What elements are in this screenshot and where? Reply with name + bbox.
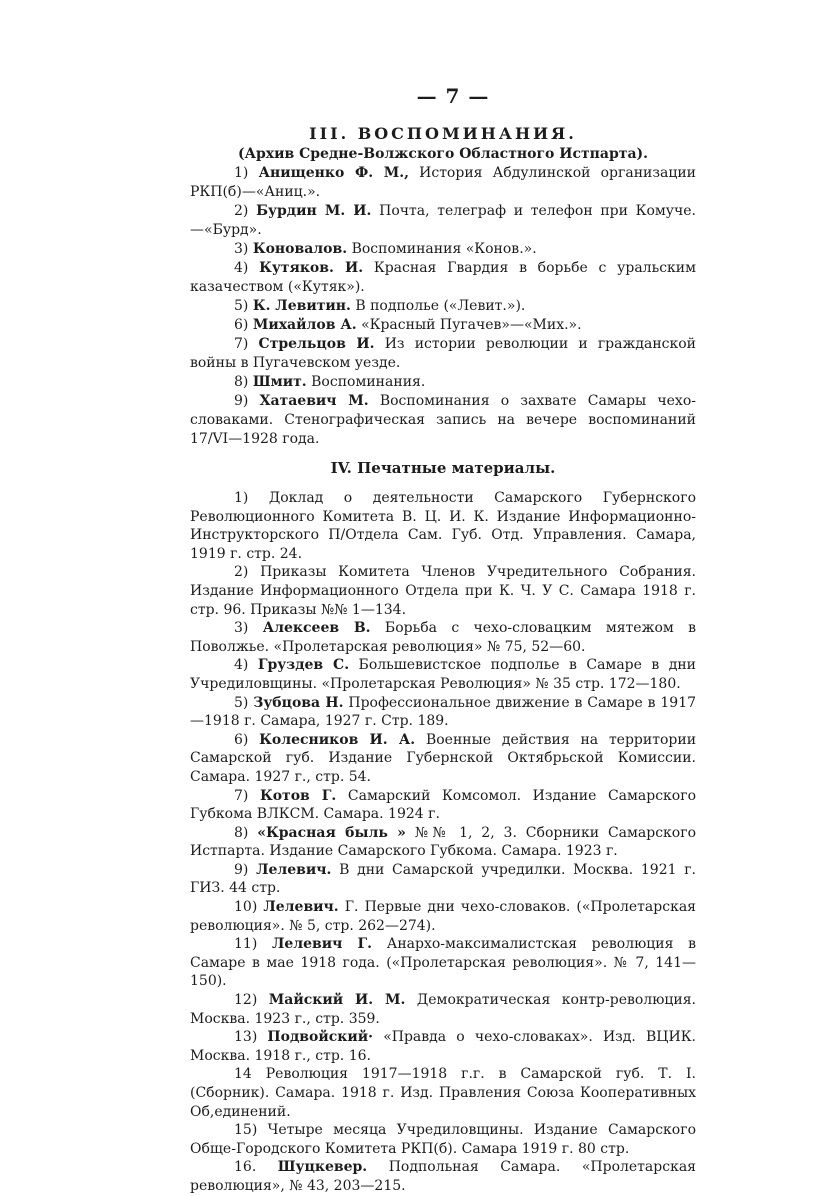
bibliography-entry [190, 297, 696, 316]
entry-text: Военные действия на территории Самарской губ. Издание Губернской Октябрьской Комиссии. Самара. 1927 г., стр. 54. [190, 731, 697, 785]
entry-text: Анархо-максималистская революция в Самаре в мае 1918 года. («Пролетарская революция». № 7, 141—150). [190, 936, 697, 990]
entry-number: 7) [234, 787, 249, 804]
entry-text: №№ 1, 2, 3. Сборники Самарского Истпарта. Издание Самарского Губкома. Самара. 1923 г. [190, 824, 696, 860]
bibliography-entry [190, 694, 696, 731]
entry-number: 8) [234, 824, 249, 841]
bibliography-entry [190, 935, 696, 991]
bibliography-entry [190, 240, 696, 259]
bibliography-entry [190, 898, 696, 935]
entry-text: Воспоминания о захвате Самары чехо-словаками. Стенографическая запись на вечере воспоминаний 17/VI—1928 года. [190, 393, 696, 447]
entry-number: 15) [234, 1122, 258, 1139]
entry-number: 2) [234, 564, 249, 581]
section-4-title: IV. Печатные материалы. [330, 459, 556, 477]
entry-author: Кутяков. И. [259, 260, 364, 276]
entry-number: 4) [234, 260, 249, 276]
entry-text: Профессиональное движение в Самаре в 1917—1918 г. Самара, 1927 г. Стр. 189. [190, 694, 697, 730]
entry-text: Большевистское подполье в Самаре в дни Учредиловщины. «Пролетарская Революция» № 35 стр. 172—180. [190, 657, 696, 692]
bibliography-entry [190, 1028, 696, 1065]
entry-author: Котов Г. [259, 787, 337, 804]
bibliography-entry [190, 1121, 696, 1158]
document-page [190, 84, 696, 1196]
bibliography-entry [190, 373, 696, 392]
entry-number: 10) [234, 899, 258, 916]
entry-number: 16. [234, 1159, 257, 1176]
entry-number: 9) [234, 861, 249, 878]
bibliography-entry [190, 991, 696, 1028]
bibliography-entry [190, 489, 696, 563]
entry-author: Лелевич. [263, 899, 339, 916]
bibliography-entry [190, 619, 696, 656]
entry-author: Хатаевич М. [259, 393, 369, 409]
entry-text: Доклад о деятельности Самарского Губернского Революционного Комитета В. Ц. И. К. Издание Информационно-Инструкторского П/Отдела Сам. Губ. Отд. Управления. Самара, 1919 г. стр. 24. [190, 490, 696, 562]
section-3-title: III. ВОСПОМИНАНИЯ. [309, 124, 577, 143]
bibliography-entry [190, 563, 696, 619]
entry-author: Анищенко Ф. М., [258, 165, 409, 181]
entry-number: 13) [234, 1029, 258, 1046]
entry-author: Майский И. М. [268, 992, 406, 1009]
bibliography-entry [190, 335, 696, 373]
entry-text: Приказы Комитета Членов Учредительного Собрания. Издание Информационного Отдела при К. Ч. У С. Самара 1918 г. стр. 96. Приказы №№ 1—134. [190, 564, 697, 618]
entry-author: Зубцова Н. [253, 694, 344, 711]
entry-text: Четыре месяца Учредиловщины. Издание Самарского Обще-Городского Комитета РКП(б). Самара 1919 г. 80 стр. [190, 1122, 696, 1157]
bibliography-entry [190, 1158, 696, 1195]
entry-author: Колесников И. А. [259, 731, 416, 748]
entry-text: «Правда о чехо-словаках». Изд. ВЦИК. Москва. 1918 г., стр. 16. [190, 1029, 696, 1064]
entry-number: 5) [234, 298, 249, 314]
entry-text: В дни Самарской учредилки. Москва. 1921 г. ГИЗ. 44 стр. [190, 861, 697, 897]
entry-text: Из истории революции и гражданской войны в Пугачевском уезде. [190, 336, 697, 371]
entry-author: Лелевич. [256, 861, 332, 878]
bibliography-entry [190, 787, 696, 824]
entry-number: 1) [234, 165, 249, 181]
bibliography-entry [190, 731, 696, 787]
entry-author: Шуцкевер. [277, 1159, 368, 1176]
entry-text: Революция 1917—1918 г.г. в Самарской губ. Т. I. (Сборник). Самара. 1918 г. Изд. Правления Союза Кооперативных Об,единений. [190, 1066, 696, 1120]
bibliography-entry [190, 392, 696, 449]
entry-text: Демократическая контр-революция. Москва. 1923 г., стр. 359. [190, 992, 697, 1027]
entry-text: Г. Первые дни чехо-словаков. («Пролетарская революция». № 5, стр. 262—274). [190, 899, 697, 934]
page-number: — 7 — [416, 84, 490, 108]
entry-text: История Абдулинской организации РКП(б)—«Аниц.». [190, 165, 697, 200]
bibliography-entry [190, 1065, 696, 1121]
entry-text: Борьба с чехо-словацким мятежом в Поволжье. «Пролетарская революция» № 75, 52—60. [190, 620, 696, 655]
entry-number: 1) [234, 490, 249, 506]
entry-author: Шмит. [252, 374, 307, 390]
bibliography-entry [190, 316, 696, 335]
entry-author: Алексеев В. [262, 620, 371, 637]
entry-text: Самарский Комсомол. Издание Самарского Губкома ВЛКСМ. Самара. 1924 г. [190, 787, 697, 823]
entry-text: Подпольная Самара. «Пролетарская революция», № 43, 203—215. [190, 1159, 697, 1194]
entry-number: 6) [234, 731, 249, 748]
entry-number: 5) [234, 694, 249, 711]
entry-author: Лелевич Г. [271, 936, 373, 953]
entry-number: 2) [234, 203, 249, 219]
entry-author: Груздев С. [257, 657, 350, 674]
section-4-list [190, 489, 696, 1196]
bibliography-entry [190, 861, 696, 898]
bibliography-entry [190, 259, 696, 297]
entry-author: Михайлов А. [252, 317, 357, 333]
entry-number: 7) [234, 336, 249, 352]
bibliography-entry [190, 164, 696, 202]
entry-text: Красная Гвардия в борьбе с уральским казачеством («Кутяк»). [190, 260, 697, 295]
entry-text: Почта, телеграф и телефон при Комуче.—«Бурд». [190, 203, 697, 238]
entry-author: Коновалов. [252, 241, 348, 257]
entry-author: «Красная быль » [257, 824, 406, 841]
section-3-list [190, 164, 696, 449]
entry-text: Воспоминания «Конов.». [351, 241, 537, 257]
entry-number: 14 [234, 1066, 252, 1083]
entry-number: 11) [234, 936, 258, 953]
entry-text: В подполье («Левит.»). [355, 298, 526, 314]
entry-number: 4) [234, 657, 249, 674]
entry-number: 8) [234, 374, 249, 390]
section-3-subtitle: (Архив Средне-Волжского Областного Истпарта). [237, 146, 649, 162]
entry-text: «Красный Пугачев»—«Мих.». [361, 317, 582, 333]
entry-author: Стрельцов И. [258, 336, 375, 352]
entry-number: 9) [234, 393, 249, 409]
entry-author: Подвойский· [267, 1029, 374, 1046]
bibliography-entry [190, 202, 696, 240]
bibliography-entry [190, 824, 696, 861]
entry-text: Воспоминания. [311, 374, 426, 390]
entry-number: 3) [234, 620, 249, 637]
entry-author: К. Левитин. [252, 298, 351, 314]
entry-author: Бурдин М. И. [256, 203, 372, 219]
bibliography-entry [190, 656, 696, 693]
entry-number: 12) [234, 992, 258, 1009]
entry-number: 6) [234, 317, 249, 333]
entry-number: 3) [234, 241, 249, 257]
